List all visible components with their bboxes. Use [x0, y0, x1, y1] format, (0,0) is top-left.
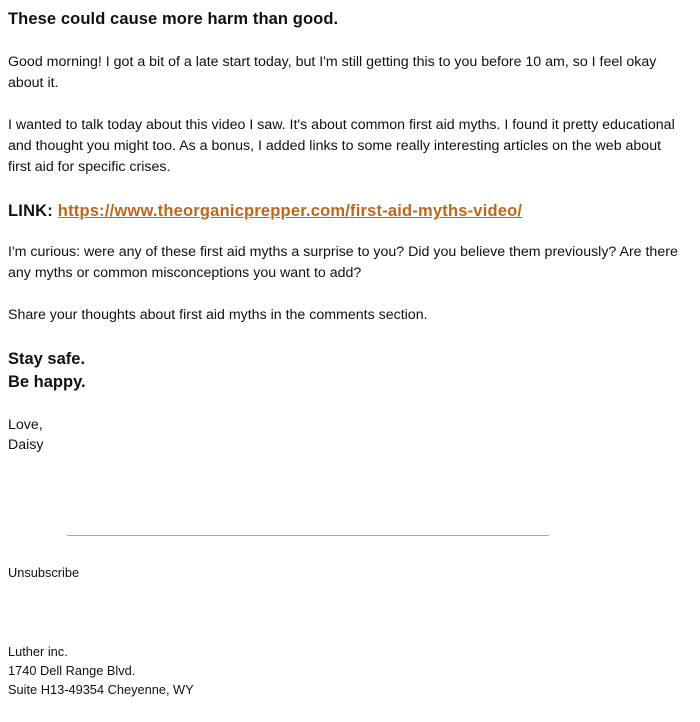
video-paragraph: I wanted to talk today about this video I saw. It's about common first aid myths. I found it pretty educational and thought you might too. As a bonus, I added links to some really interesting articles on the web about first aid for specific crises. [8, 117, 675, 175]
closing-love: Love, [8, 417, 43, 433]
address-street: 1740 Dell Range Blvd. [8, 663, 136, 678]
email-headline: These could cause more harm than good. [8, 10, 339, 28]
intro-paragraph: Good morning! I got a bit of a late start today, but I'm still getting this to you before 10 am, so I feel okay about it. [8, 54, 657, 91]
comments-paragraph: Share your thoughts about first aid myths in the comments section. [8, 307, 428, 323]
footer-divider [67, 535, 549, 536]
link-line [8, 199, 522, 223]
closing-signature: Daisy [8, 437, 44, 453]
link-prefix: LINK: [8, 202, 53, 220]
question-paragraph: I'm curious: were any of these first aid myths a surprise to you? Did you believe them previously? Are there any myths or common misconceptions you want to add? [8, 244, 678, 281]
signoff-be-happy: Be happy. [8, 373, 86, 391]
video-link[interactable]: https://www.theorganicprepper.com/first-aid-myths-video/ [57, 202, 523, 220]
unsubscribe-link[interactable]: Unsubscribe [8, 565, 80, 580]
address-company: Luther inc. [8, 644, 68, 659]
signoff-stay-safe: Stay safe. [8, 350, 86, 368]
address-city: Suite H13-49354 Cheyenne, WY [8, 682, 194, 697]
